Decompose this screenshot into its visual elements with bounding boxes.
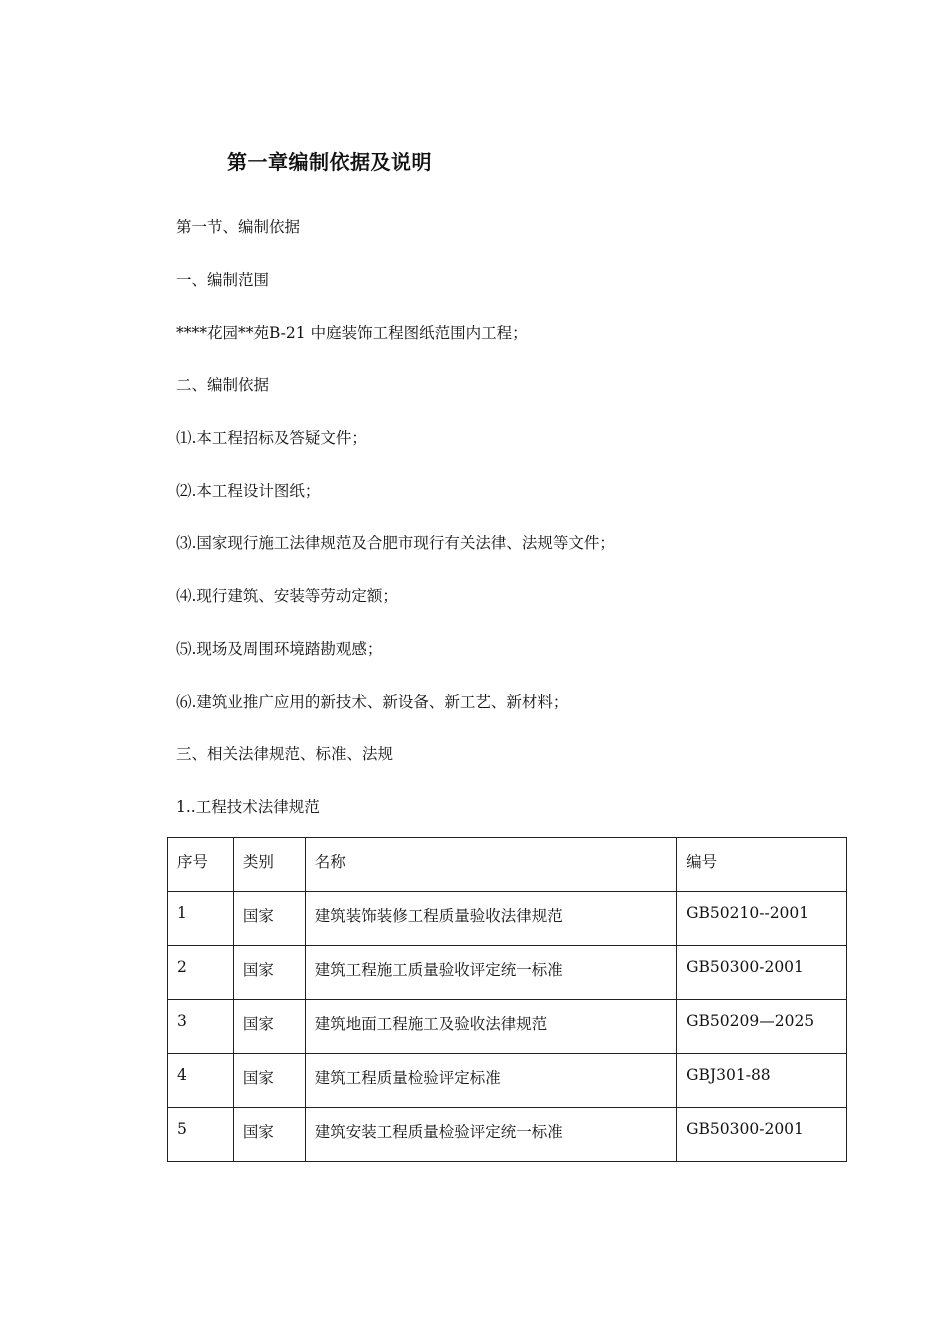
chapter-title: 第一章编制依据及说明 xyxy=(227,150,432,174)
scope-heading: 一、编制范围 xyxy=(176,271,270,289)
cell-category: 国家 xyxy=(233,892,305,946)
cell-index: 2 xyxy=(168,946,234,1000)
basis-item-5: ⑸.现场及周围环境踏勘观感； xyxy=(176,640,383,658)
cell-name: 建筑安装工程质量检验评定统一标准 xyxy=(305,1108,676,1162)
table-header-row xyxy=(168,838,847,892)
cell-index: 4 xyxy=(168,1054,234,1108)
header-cell-index: 序号 xyxy=(168,838,234,892)
table-row xyxy=(168,1108,847,1162)
table-row xyxy=(168,946,847,1000)
cell-category: 国家 xyxy=(233,1108,305,1162)
header-cell-code: 编号 xyxy=(677,838,847,892)
basis-item-1: ⑴.本工程招标及答疑文件； xyxy=(176,429,367,447)
cell-name: 建筑装饰装修工程质量验收法律规范 xyxy=(305,892,676,946)
basis-heading: 二、编制依据 xyxy=(176,376,270,394)
table-row xyxy=(168,1054,847,1108)
basis-item-4: ⑷.现行建筑、安装等劳动定额； xyxy=(176,587,398,605)
section-title: 第一节、编制依据 xyxy=(176,218,301,236)
cell-category: 国家 xyxy=(233,1054,305,1108)
basis-item-3: ⑶.国家现行施工法律规范及合肥市现行有关法律、法规等文件； xyxy=(176,534,615,552)
cell-index: 3 xyxy=(168,1000,234,1054)
standards-table xyxy=(167,837,847,1162)
cell-index: 5 xyxy=(168,1108,234,1162)
cell-code: GB50300-2001 xyxy=(677,946,847,1000)
scope-text: ****花园**苑B-21 中庭装饰工程图纸范围内工程； xyxy=(176,324,528,342)
header-cell-name: 名称 xyxy=(305,838,676,892)
cell-category: 国家 xyxy=(233,1000,305,1054)
cell-code: GB50210--2001 xyxy=(677,892,847,946)
table-row xyxy=(168,1000,847,1054)
table-row xyxy=(168,892,847,946)
cell-code: GB50209—2025 xyxy=(677,1000,847,1054)
header-cell-category: 类别 xyxy=(233,838,305,892)
cell-code: GB50300-2001 xyxy=(677,1108,847,1162)
cell-index: 1 xyxy=(168,892,234,946)
basis-item-6: ⑹.建筑业推广应用的新技术、新设备、新工艺、新材料； xyxy=(176,693,569,711)
basis-item-2: ⑵.本工程设计图纸； xyxy=(176,482,321,500)
cell-code: GBJ301-88 xyxy=(677,1054,847,1108)
cell-name: 建筑工程质量检验评定标准 xyxy=(305,1054,676,1108)
regulations-heading: 三、相关法律规范、标准、法规 xyxy=(176,745,394,763)
cell-name: 建筑地面工程施工及验收法律规范 xyxy=(305,1000,676,1054)
cell-name: 建筑工程施工质量验收评定统一标准 xyxy=(305,946,676,1000)
cell-category: 国家 xyxy=(233,946,305,1000)
regulations-subheading: 1..工程技术法律规范 xyxy=(176,798,320,816)
